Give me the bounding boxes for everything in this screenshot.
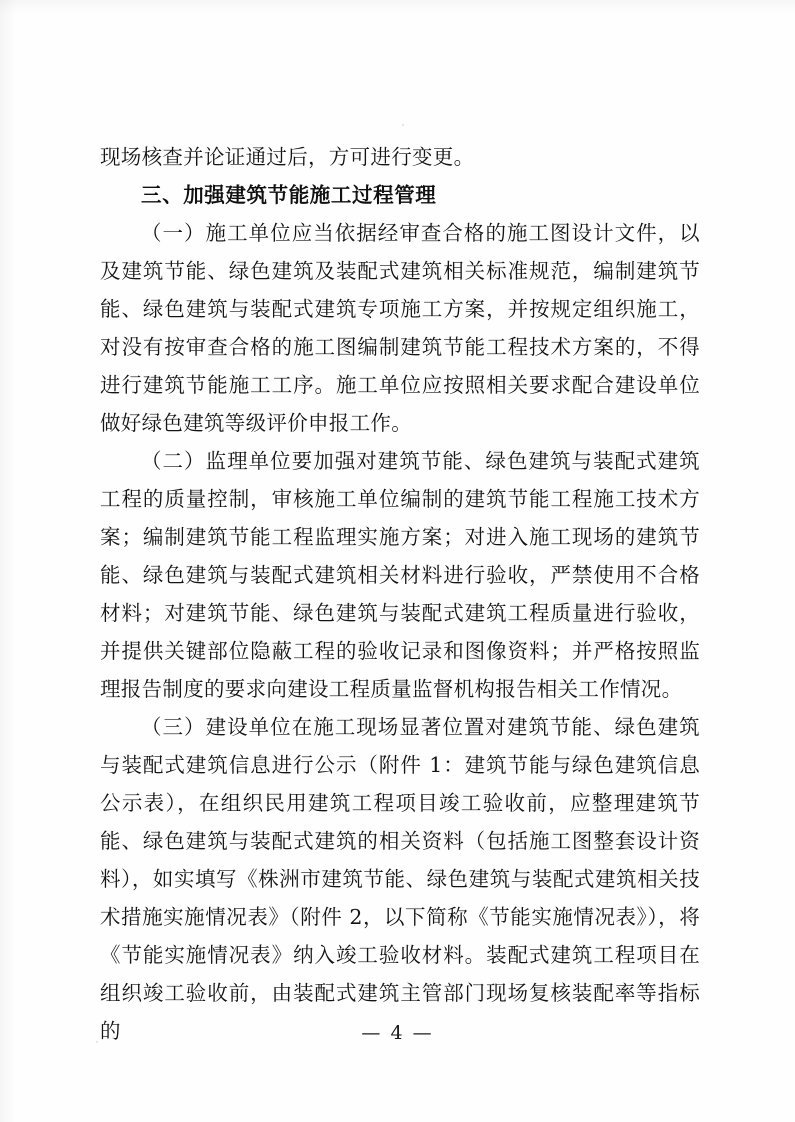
paragraph-item-1: （一）施工单位应当依据经审查合格的施工图设计文件，以及建筑节能、绿色建筑及装配式建筑相关标准规范，编制建筑节能、绿色建筑与装配式建筑专项施工方案，并按规定组织施工，对没有按审查合格的施工图编制建筑节能工程技术方案的，不得进行建筑节能施工工序。施工单位应按照相关要求配合建设单位做好绿色建筑等级评价申报工作。 xyxy=(100,221,700,435)
page-number xyxy=(0,1022,795,1044)
scan-edge-left xyxy=(0,0,16,1122)
paragraph-item-3: （三）建设单位在施工现场显著位置对建筑节能、绿色建筑与装配式建筑信息进行公示（附件 1：建筑节能与绿色建筑信息公示表），在组织民用建筑工程项目竣工验收前，应整理建筑节能、绿色建筑与装配式建筑的相关资料（包括施工图整套设计资料），如实填写《株洲市建筑节能、绿色建筑与装配式建筑相关技术措施实施情况表》（附件 2，以下简称《节能实施情况表》），将《节能实施情况表》纳入竣工验收材料。装配式建筑工程项目在组织竣工验收前，由装配式建筑主管部门现场复核装配率等指标的 xyxy=(100,715,700,1043)
paragraph-continuation: 现场核查并论证通过后，方可进行变更。 xyxy=(100,145,475,169)
scan-speck xyxy=(96,1041,98,1043)
document-body xyxy=(100,138,700,1050)
page-number-text: — 4 — xyxy=(361,1022,434,1044)
scan-speck xyxy=(402,124,404,126)
section-heading: 三、加强建筑节能施工过程管理 xyxy=(141,183,437,207)
scan-edge-top xyxy=(0,0,795,14)
paragraph-item-2: （二）监理单位要加强对建筑节能、绿色建筑与装配式建筑工程的质量控制，审核施工单位编制的建筑节能工程施工技术方案；编制建筑节能工程监理实施方案；对进入施工现场的建筑节能、绿色建筑与装配式建筑相关材料进行验收，严禁使用不合格材料；对建筑节能、绿色建筑与装配式建筑工程质量进行验收，并提供关键部位隐蔽工程的验收记录和图像资料；并严格按照监理报告制度的要求向建设工程质量监督机构报告相关工作情况。 xyxy=(100,449,700,701)
